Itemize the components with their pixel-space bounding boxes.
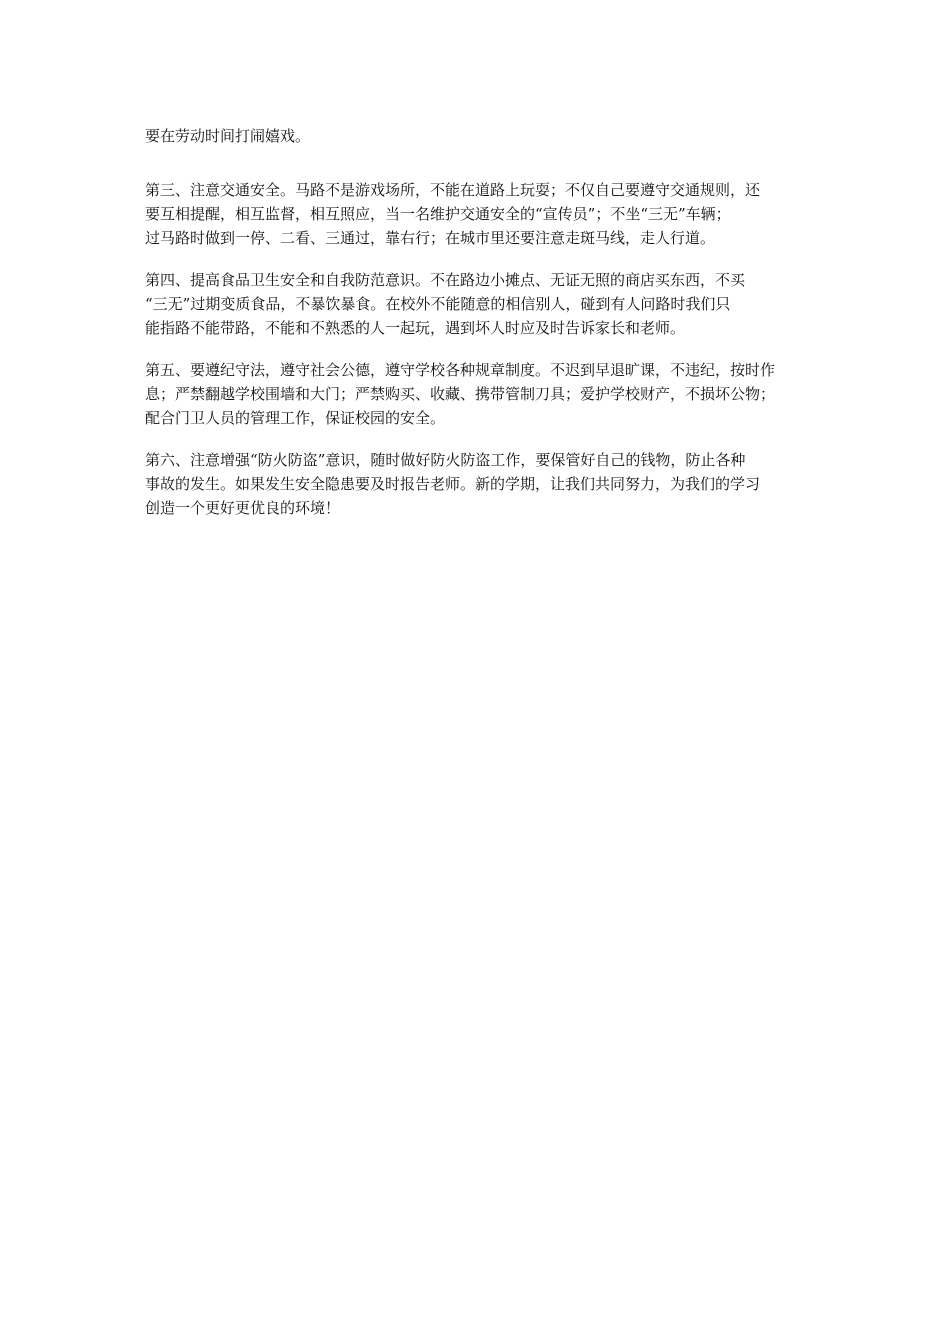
- text-line: 创造一个更好更优良的环境！: [145, 499, 341, 517]
- text-line: 息；严禁翻越学校围墙和大门；严禁购买、收藏、携带管制刀具；爱护学校财产，不损坏公物；: [145, 385, 776, 403]
- text-line: 第四、提高食品卫生安全和自我防范意识。不在路边小摊点、无证无照的商店买东西，不买: [145, 271, 746, 289]
- text-line: 要互相提醒，相互监督，相互照应，当一名维护交通安全的“宣传员”；不坐“三无”车辆；: [145, 205, 731, 223]
- paragraph-law-discipline: [145, 358, 807, 430]
- text-line: “三无”过期变质食品，不暴饮暴食。在校外不能随意的相信别人，碰到有人问路时我们只: [145, 295, 731, 313]
- text-line: 第五、要遵纪守法，遵守社会公德，遵守学校各种规章制度。不迟到早退旷课，不违纪，按时作: [145, 361, 776, 379]
- text-line: 过马路时做到一停、二看、三通过，靠右行；在城市里还要注意走斑马线，走人行道。: [145, 229, 716, 247]
- text-line: 第六、注意增强“防火防盗”意识，随时做好防火防盗工作，要保管好自己的钱物，防止各种: [145, 451, 746, 469]
- text-line: 事故的发生。如果发生安全隐患要及时报告老师。新的学期，让我们共同努力，为我们的学习: [145, 475, 761, 493]
- text-line: 要在劳动时间打闹嬉戏。: [145, 127, 311, 145]
- text-line: 能指路不能带路，不能和不熟悉的人一起玩，遇到坏人时应及时告诉家长和老师。: [145, 319, 686, 337]
- document-body: [145, 124, 807, 538]
- text-line: 第三、注意交通安全。马路不是游戏场所，不能在道路上玩耍；不仅自己要遵守交通规则，还: [145, 181, 761, 199]
- text-line: 配合门卫人员的管理工作，保证校园的安全。: [145, 409, 446, 427]
- paragraph-intro-continuation: [145, 124, 807, 148]
- paragraph-food-safety: [145, 268, 807, 340]
- paragraph-fire-theft-prevention: [145, 448, 807, 520]
- paragraph-traffic-safety: [145, 178, 807, 250]
